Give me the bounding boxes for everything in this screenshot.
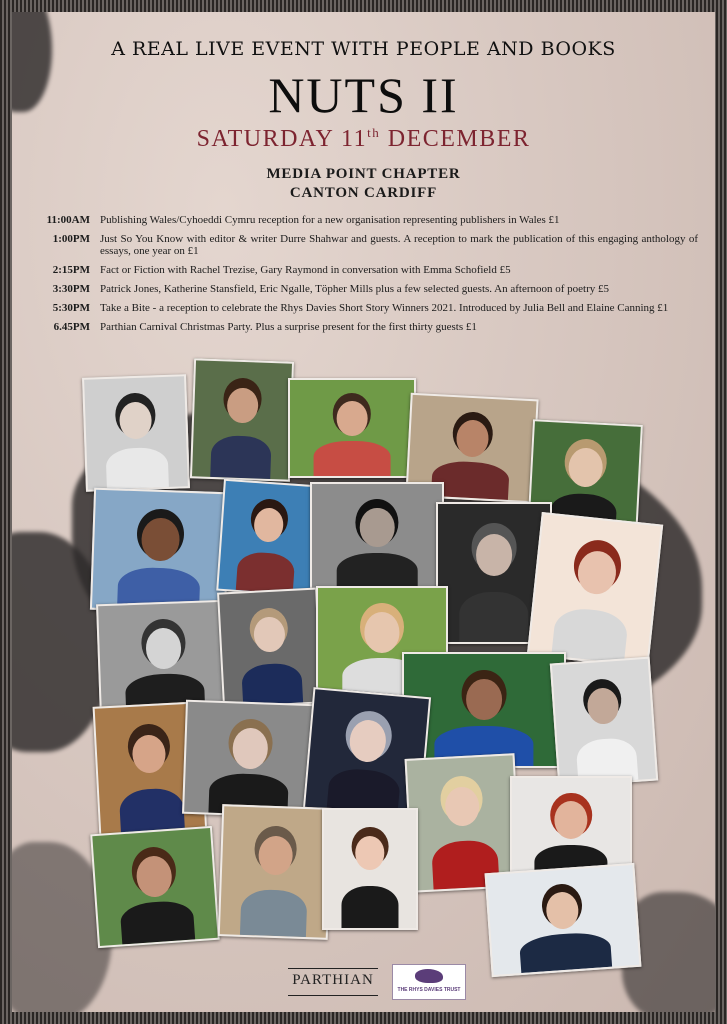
person-body	[459, 592, 528, 642]
person-body	[210, 435, 271, 479]
schedule-row	[26, 302, 698, 314]
venue-line: CANTON CARDIFF	[289, 185, 438, 201]
person-face	[568, 447, 604, 488]
person-body	[241, 662, 303, 705]
rabbit-icon	[415, 969, 443, 983]
person-face	[360, 508, 395, 548]
person-face	[253, 616, 286, 653]
schedule-time: 6.45PM	[53, 321, 90, 333]
author-photo	[218, 804, 333, 940]
author-photo	[310, 482, 444, 594]
sponsor-logos	[12, 962, 715, 1002]
rhys-davies-trust-logo: THE RHYS DAVIES TRUST	[392, 964, 466, 1000]
person-body	[240, 889, 307, 937]
person-body	[120, 900, 196, 945]
event-title: NUTS II	[268, 67, 459, 123]
schedule	[26, 214, 698, 340]
schedule-desc: Patrick Jones, Katherine Stansfield, Eric Ngalle, Töpher Mills plus a few selected guests. An afternoon of poetry £5	[100, 283, 610, 295]
poster	[12, 12, 715, 1012]
person-face	[337, 401, 368, 436]
schedule-desc: Fact or Fiction with Rachel Trezise, Gary Raymond in conversation with Emma Schofield £5	[100, 264, 511, 276]
schedule-row	[26, 233, 698, 257]
person-body	[314, 441, 391, 476]
person-face	[258, 836, 293, 876]
schedule-time: 2:15PM	[52, 264, 90, 276]
schedule-row	[26, 283, 698, 295]
schedule-row	[26, 321, 698, 333]
schedule-desc: Take a Bite - a reception to celebrate the Rhys Davies Short Story Winners 2021. Introduced by Julia Bell and Elaine Canning £1	[100, 302, 669, 314]
author-photo	[82, 374, 190, 492]
person-face	[466, 679, 502, 720]
parthian-logo: PARTHIAN	[288, 968, 378, 996]
person-face	[145, 628, 182, 670]
venue	[12, 165, 715, 203]
author-photo	[485, 863, 642, 977]
schedule-row	[26, 264, 698, 276]
person-face	[456, 419, 490, 457]
author-photo	[527, 512, 663, 668]
person-body	[106, 447, 169, 489]
schedule-time: 5:30PM	[52, 302, 90, 314]
author-photo	[190, 358, 294, 481]
person-body	[341, 886, 398, 928]
author-photo	[288, 378, 416, 478]
person-face	[141, 517, 180, 562]
schedule-time: 1:00PM	[52, 233, 90, 245]
person-body	[236, 551, 296, 594]
tagline: A REAL LIVE EVENT WITH PEOPLE AND BOOKS	[111, 38, 616, 60]
author-photo	[322, 808, 418, 930]
schedule-row	[26, 214, 698, 226]
schedule-time: 3:30PM	[52, 283, 90, 295]
schedule-desc: Parthian Carnival Christmas Party. Plus a surprise present for the first thirty guests £1	[100, 321, 477, 333]
schedule-time: 11:00AM	[46, 214, 90, 226]
schedule-desc: Just So You Know with editor & writer Durre Shahwar and guests. A reception to mark the publication of this engaging anthology of essays, one year on £1	[100, 233, 698, 257]
schedule-desc: Publishing Wales/Cyhoeddi Cymru reception for a new organisation representing publishers in Wales £1	[100, 214, 560, 226]
author-photo	[90, 488, 230, 615]
event-date: SATURDAY 11th DECEMBER	[196, 125, 531, 152]
person-face	[355, 836, 384, 870]
author-photo	[182, 700, 318, 819]
person-face	[476, 534, 512, 575]
author-photo	[550, 657, 658, 788]
venue-line: MEDIA POINT CHAPTER	[266, 166, 461, 182]
person-face	[119, 402, 152, 440]
author-photo	[90, 826, 220, 948]
person-face	[227, 387, 259, 423]
author-photo	[217, 587, 323, 708]
author-photo	[216, 479, 320, 597]
